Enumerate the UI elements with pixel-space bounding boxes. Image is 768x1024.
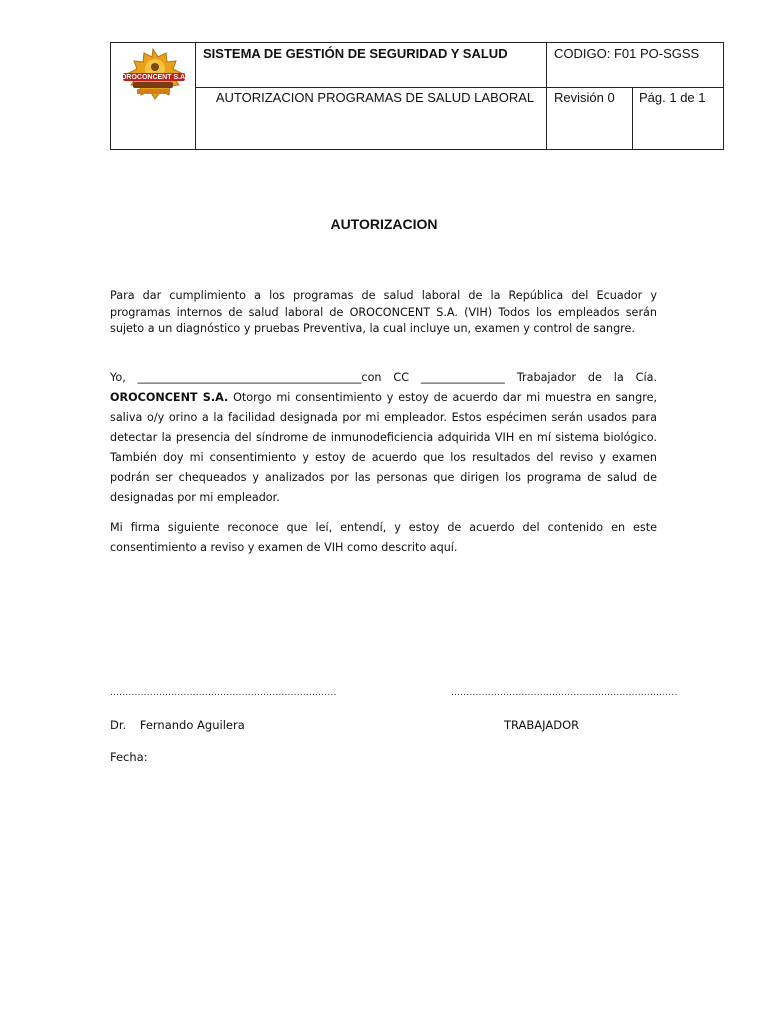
- doctor-title: Dr.: [110, 718, 127, 732]
- svg-text:OROCONCENT S.A.: OROCONCENT S.A.: [120, 74, 188, 81]
- worker-id-line: Yo, ________________________________________con CC _______________ Trabajador de la Cía.: [110, 371, 657, 384]
- date-label: Fecha:: [110, 750, 148, 764]
- system-title: SISTEMA DE GESTIÓN DE SEGURIDAD Y SALUD: [203, 46, 508, 61]
- worker-signature-label: TRABAJADOR: [504, 718, 580, 732]
- acknowledgement-paragraph: Mi firma siguiente reconoce que leí, entendí, y estoy de acuerdo del contenido en este consentimiento a reviso y examen de VIH como descrito aquí.: [110, 521, 657, 554]
- header-divider: [632, 87, 633, 149]
- document-title: AUTORIZACION PROGRAMAS DE SALUD LABORAL: [215, 90, 535, 105]
- header-divider: [195, 43, 196, 149]
- header-divider: [546, 43, 547, 149]
- doctor-name: Fernando Aguilera: [139, 718, 245, 732]
- page-number: Pág. 1 de 1: [639, 90, 706, 105]
- doctor-signature-label: [110, 718, 245, 732]
- company-logo: [113, 45, 193, 103]
- header-divider: [195, 87, 723, 88]
- consent-text: Otorgo mi consentimiento y estoy de acuerdo dar mi muestra en sangre, saliva o/y orino a la facilidad designada por mi empleador. Estos espécimen serán usados para detectar la presencia del: [110, 391, 658, 444]
- worker-signature-line: ..........................................................................: [451, 688, 678, 698]
- document-code: CODIGO: F01 PO-SGSS: [554, 46, 700, 61]
- page-title: AUTORIZACION: [330, 216, 438, 232]
- syndrome-name: síndrome de inmunodeficiencia adquirida: [255, 431, 491, 444]
- document-header-table: [110, 42, 724, 150]
- doctor-signature-line: ..........................................................................: [110, 688, 337, 698]
- company-name: OROCONCENT S.A.: [110, 391, 229, 404]
- consent-text-continued: VIH en mí sistema biológico. También doy mi consentimiento y estoy de acuerdo que los resultados del reviso y examen podrán ser chequeados y analizados por las personas que dirigen los programa de salud de designadas por mi empleador.: [110, 431, 657, 504]
- revision-number: Revisión 0: [554, 90, 615, 105]
- intro-paragraph: Para dar cumplimiento a los programas de salud laboral de la República del Ecuador y programas internos de salud laboral de OROCONCENT S.A. (VIH) Todos los empleados serán sujeto a un diagnóstico y pruebas Preventiva, la cual incluye un, examen y control de sangre.: [110, 289, 657, 335]
- consent-paragraph: [110, 368, 657, 508]
